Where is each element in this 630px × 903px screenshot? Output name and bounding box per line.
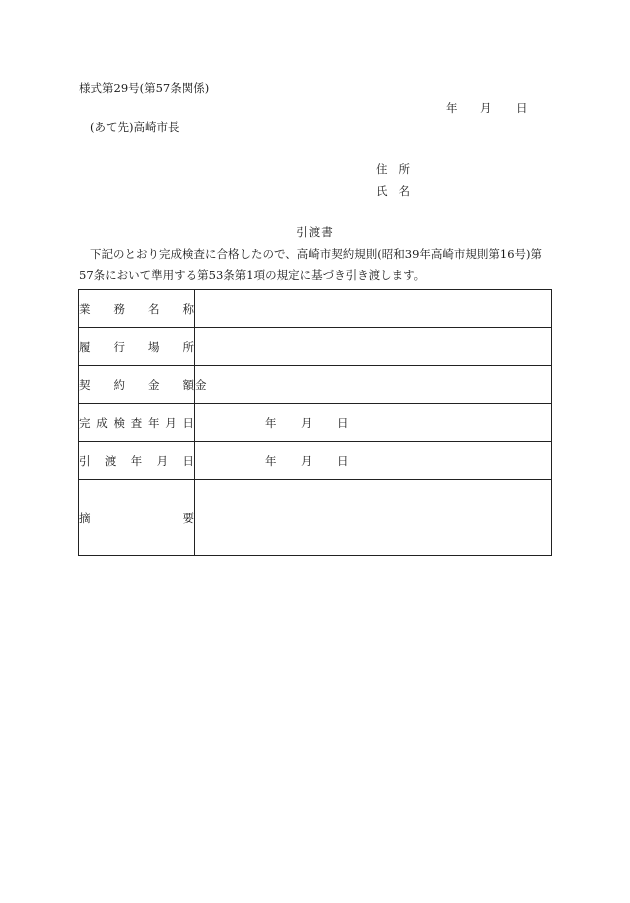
table-row — [79, 442, 552, 480]
label-char: 業 — [79, 301, 91, 316]
handover-date-field[interactable] — [195, 442, 552, 480]
label-char: 引 — [79, 453, 91, 468]
table-row — [79, 290, 552, 328]
label-char: 日 — [182, 415, 194, 430]
remarks-label — [79, 480, 195, 556]
inspection-date-label — [79, 404, 195, 442]
label-char: 履 — [79, 339, 91, 354]
table-row — [79, 404, 552, 442]
handover-date-label — [79, 442, 195, 480]
label-char: 成 — [96, 415, 108, 430]
business-name-field[interactable] — [195, 290, 552, 328]
form-number: 様式第29号(第57条関係) — [79, 81, 210, 95]
date-day-label: 日 — [337, 453, 349, 468]
label-char: 月 — [156, 453, 169, 468]
label-char: 名 — [148, 301, 160, 316]
name-label: 氏名 — [376, 184, 421, 198]
date-month-label: 月 — [301, 415, 313, 430]
date-day-label: 日 — [337, 415, 349, 430]
label-char: 額 — [182, 377, 194, 392]
address-label: 住所 — [376, 162, 421, 176]
remarks-field[interactable] — [195, 480, 552, 556]
label-char: 約 — [113, 377, 125, 392]
label-char: 所 — [182, 339, 194, 354]
date-year-label: 年 — [446, 101, 458, 115]
performance-location-label — [79, 328, 195, 366]
label-char: 要 — [182, 510, 194, 525]
addressee: (あて先)高崎市長 — [90, 120, 180, 134]
label-char: 金 — [148, 377, 160, 392]
label-char: 務 — [113, 301, 125, 316]
label-char: 完 — [79, 415, 91, 430]
contract-amount-label — [79, 366, 195, 404]
document-title: 引渡書 — [296, 225, 334, 239]
contract-amount-field[interactable]: 金 — [195, 366, 552, 404]
label-char: 摘 — [79, 510, 91, 525]
label-char: 日 — [182, 453, 194, 468]
label-char: 月 — [165, 415, 177, 430]
label-char: 称 — [182, 301, 194, 316]
date-month-label: 月 — [480, 101, 492, 115]
label-char: 場 — [148, 339, 160, 354]
label-char: 契 — [79, 377, 91, 392]
table-row — [79, 328, 552, 366]
date-month-label: 月 — [301, 453, 313, 468]
date-day-label: 日 — [516, 101, 528, 115]
table-row — [79, 366, 552, 404]
label-char: 検 — [113, 415, 125, 430]
label-char: 行 — [113, 339, 125, 354]
handover-table — [78, 289, 552, 556]
business-name-label — [79, 290, 195, 328]
date-year-label: 年 — [265, 415, 277, 430]
label-char: 年 — [148, 415, 160, 430]
inspection-date-field[interactable] — [195, 404, 552, 442]
label-char: 渡 — [104, 453, 117, 468]
document-body: 下記のとおり完成検査に合格したので、高崎市契約規則(昭和39年高崎市規則第16号)第57条において準用する第53条第1項の規定に基づき引き渡します。 — [79, 247, 543, 282]
label-char: 年 — [130, 453, 143, 468]
table-row — [79, 480, 552, 556]
date-year-label: 年 — [265, 453, 277, 468]
performance-location-field[interactable] — [195, 328, 552, 366]
label-char: 査 — [130, 415, 143, 430]
submission-date — [446, 100, 528, 116]
